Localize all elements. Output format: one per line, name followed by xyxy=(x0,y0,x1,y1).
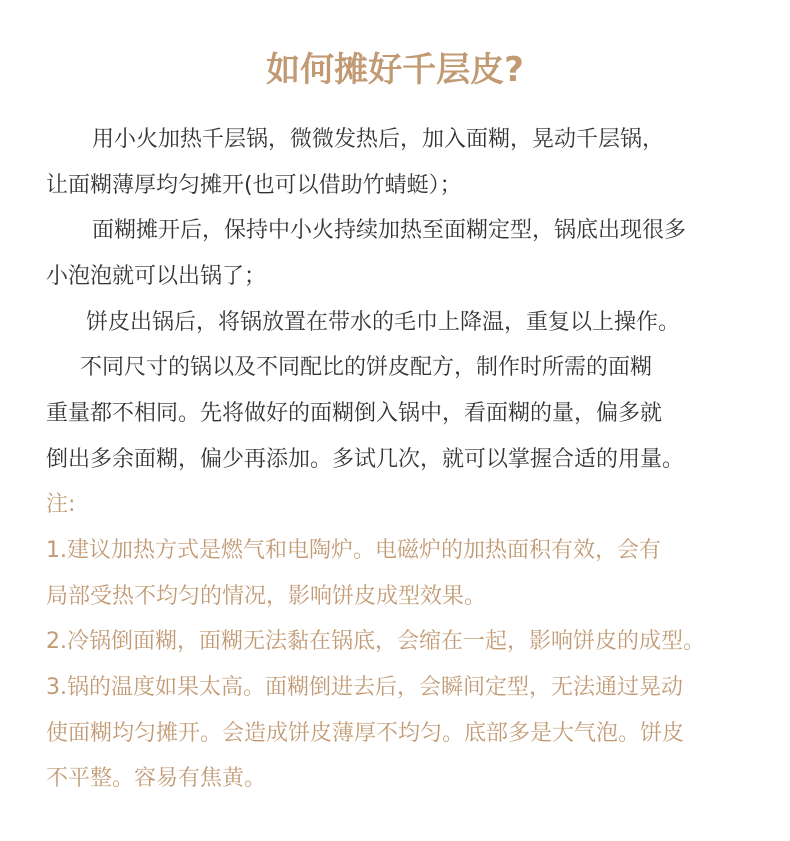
note-line: 3.锅的温度如果太高。面糊倒进去后，会瞬间定型，无法通过晃动 xyxy=(46,675,683,700)
paragraph-line: 用小火加热千层锅，微微发热后，加入面糊，晃动千层锅， xyxy=(92,127,665,152)
note-line: 1.建议加热方式是燃气和电陶炉。电磁炉的加热面积有效，会有 xyxy=(46,538,661,563)
paragraph-line: 重量都不相同。先将做好的面糊倒入锅中，看面糊的量，偏多就 xyxy=(46,401,663,426)
note-line: 不平整。容易有焦黄。 xyxy=(46,766,267,791)
paragraph-line: 小泡泡就可以出锅了； xyxy=(46,264,267,289)
paragraph-line: 面糊摊开后，保持中小火持续加热至面糊定型，锅底出现很多 xyxy=(92,218,687,243)
note-line: 2.冷锅倒面糊，面糊无法黏在锅底，会缩在一起，影响饼皮的成型。 xyxy=(46,629,705,654)
note-line: 使面糊均匀摊开。会造成饼皮薄厚不均匀。底部多是大气泡。饼皮 xyxy=(46,721,685,746)
page-title: 如何摊好千层皮? xyxy=(266,50,524,90)
paragraph-line: 倒出多余面糊，偏少再添加。多试几次，就可以掌握合适的用量。 xyxy=(46,447,685,472)
paragraph-line: 饼皮出锅后，将锅放置在带水的毛巾上降温，重复以上操作。 xyxy=(86,310,681,335)
note-heading: 注: xyxy=(46,492,76,517)
paragraph-line: 让面糊薄厚均匀摊开(也可以借助竹蜻蜓）； xyxy=(46,173,462,198)
note-line: 局部受热不均匀的情况，影响饼皮成型效果。 xyxy=(46,584,487,609)
paragraph-line: 不同尺寸的锅以及不同配比的饼皮配方，制作时所需的面糊 xyxy=(80,355,653,380)
